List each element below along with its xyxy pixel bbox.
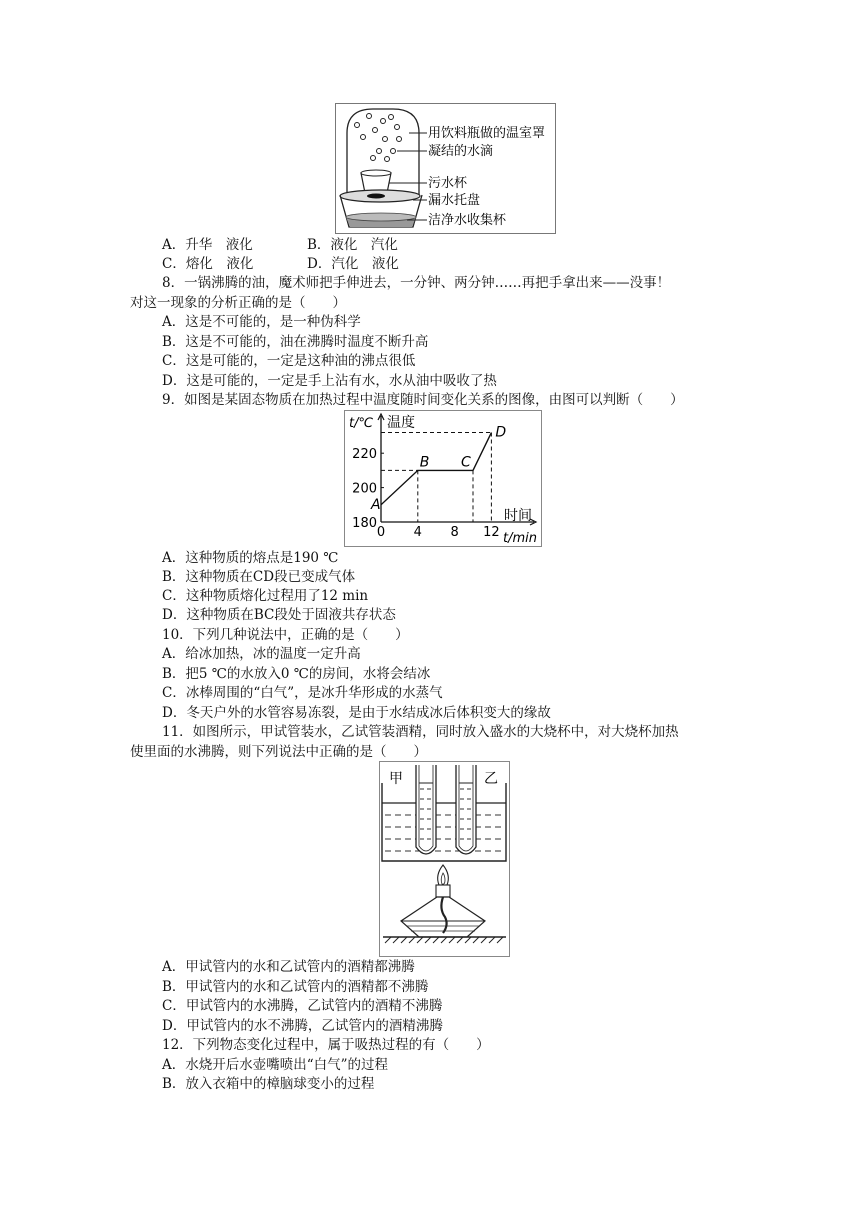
- label-collect-cup: 洁净水收集杯: [428, 213, 507, 228]
- q8-option-b: B．这是不可能的，油在沸腾时温度不断升高: [162, 334, 429, 350]
- y-axis-unit: t/℃: [349, 416, 374, 431]
- q8-stem-line2: 对这一现象的分析正确的是（ ）: [130, 295, 346, 311]
- q11-stem-line1: 11．如图所示，甲试管装水，乙试管装酒精，同时放入盛水的大烧杯中，对大烧杯加热: [162, 724, 679, 740]
- q11-option-d: D．甲试管内的水不沸腾，乙试管内的酒精沸腾: [162, 1018, 443, 1034]
- point-label-b: B: [419, 454, 430, 471]
- q9-option-a: A．这种物质的熔点是190 ℃: [162, 550, 339, 566]
- q11-option-c: C．甲试管内的水沸腾，乙试管内的酒精不沸腾: [162, 998, 443, 1014]
- q8-option-d: D．这是可能的，一定是手上沾有水，水从油中吸收了热: [162, 373, 497, 389]
- q9-option-b: B．这种物质在CD段已变成气体: [162, 569, 356, 585]
- q9-stem: 9．如图是某固态物质在加热过程中温度随时间变化关系的图像，由图可以判断（ ）: [162, 392, 684, 408]
- q9-option-c: C．这种物质熔化过程用了12 min: [162, 588, 369, 604]
- q8-stem-line1: 8．一锅沸腾的油，魔术师把手伸进去，一分钟、两分钟……再把手拿出来——没事！: [162, 275, 671, 291]
- q8-option-a: A．这是不可能的，是一种伪科学: [162, 314, 361, 330]
- point-label-d: D: [495, 424, 507, 441]
- y-axis-title: 温度: [387, 415, 415, 431]
- x-tick-label: 0: [376, 525, 386, 540]
- q10-option-a: A．给冰加热，冰的温度一定升高: [162, 646, 361, 662]
- y-tick-label: 200: [352, 481, 377, 497]
- figure-greenhouse: [335, 103, 556, 234]
- point-label-c: C: [461, 454, 471, 471]
- y-tick-label: 180: [352, 516, 377, 531]
- q7-option-a: A．升华 液化: [162, 237, 253, 253]
- figure-heating-chart: [344, 410, 542, 547]
- q7-option-b: B．液化 汽化: [307, 237, 398, 253]
- label-tray: 漏水托盘: [428, 193, 481, 208]
- point-label-a: A: [371, 496, 381, 513]
- q11-stem-line2: 使里面的水沸腾，则下列说法中正确的是（ ）: [130, 744, 427, 760]
- q12-option-a: A．水烧开后水壶嘴喷出“白气”的过程: [162, 1057, 389, 1073]
- x-axis-unit: t/min: [503, 531, 537, 546]
- figure-test-tubes: [379, 761, 510, 957]
- x-axis-title: 时间: [504, 508, 532, 524]
- label-dirty-cup: 污水杯: [428, 176, 468, 191]
- q10-option-c: C．冰棒周围的“白气”，是冰升华形成的水蒸气: [162, 685, 443, 701]
- x-tick-label: 4: [413, 525, 422, 540]
- q8-option-c: C．这是可能的，一定是这种油的沸点很低: [162, 353, 416, 369]
- q10-option-d: D．冬天户外的水管容易冻裂，是由于水结成冰后体积变大的缘故: [162, 705, 551, 721]
- x-tick-label: 8: [450, 525, 459, 540]
- q12-option-b: B．放入衣箱中的樟脑球变小的过程: [162, 1076, 375, 1092]
- label-greenhouse-cover: 用饮料瓶做的温室罩: [428, 126, 546, 141]
- label-droplets: 凝结的水滴: [428, 144, 494, 159]
- q10-option-b: B．把5 ℃的水放入0 ℃的房间，水将会结冰: [162, 666, 431, 682]
- label-jia: 甲: [389, 771, 403, 787]
- q7-option-c: C．熔化 液化: [162, 256, 254, 272]
- q11-option-a: A．甲试管内的水和乙试管内的酒精都沸腾: [162, 959, 415, 975]
- q7-option-d: D．汽化 液化: [307, 256, 399, 272]
- q11-option-b: B．甲试管内的水和乙试管内的酒精都不沸腾: [162, 979, 429, 995]
- q10-stem: 10．下列几种说法中，正确的是（ ）: [162, 627, 409, 643]
- x-tick-label: 12: [483, 525, 500, 540]
- label-yi: 乙: [484, 771, 498, 787]
- q12-stem: 12．下列物态变化过程中，属于吸热过程的有（ ）: [162, 1037, 490, 1053]
- q9-option-d: D．这种物质在BC段处于固液共存状态: [162, 607, 396, 623]
- y-tick-label: 220: [352, 447, 377, 463]
